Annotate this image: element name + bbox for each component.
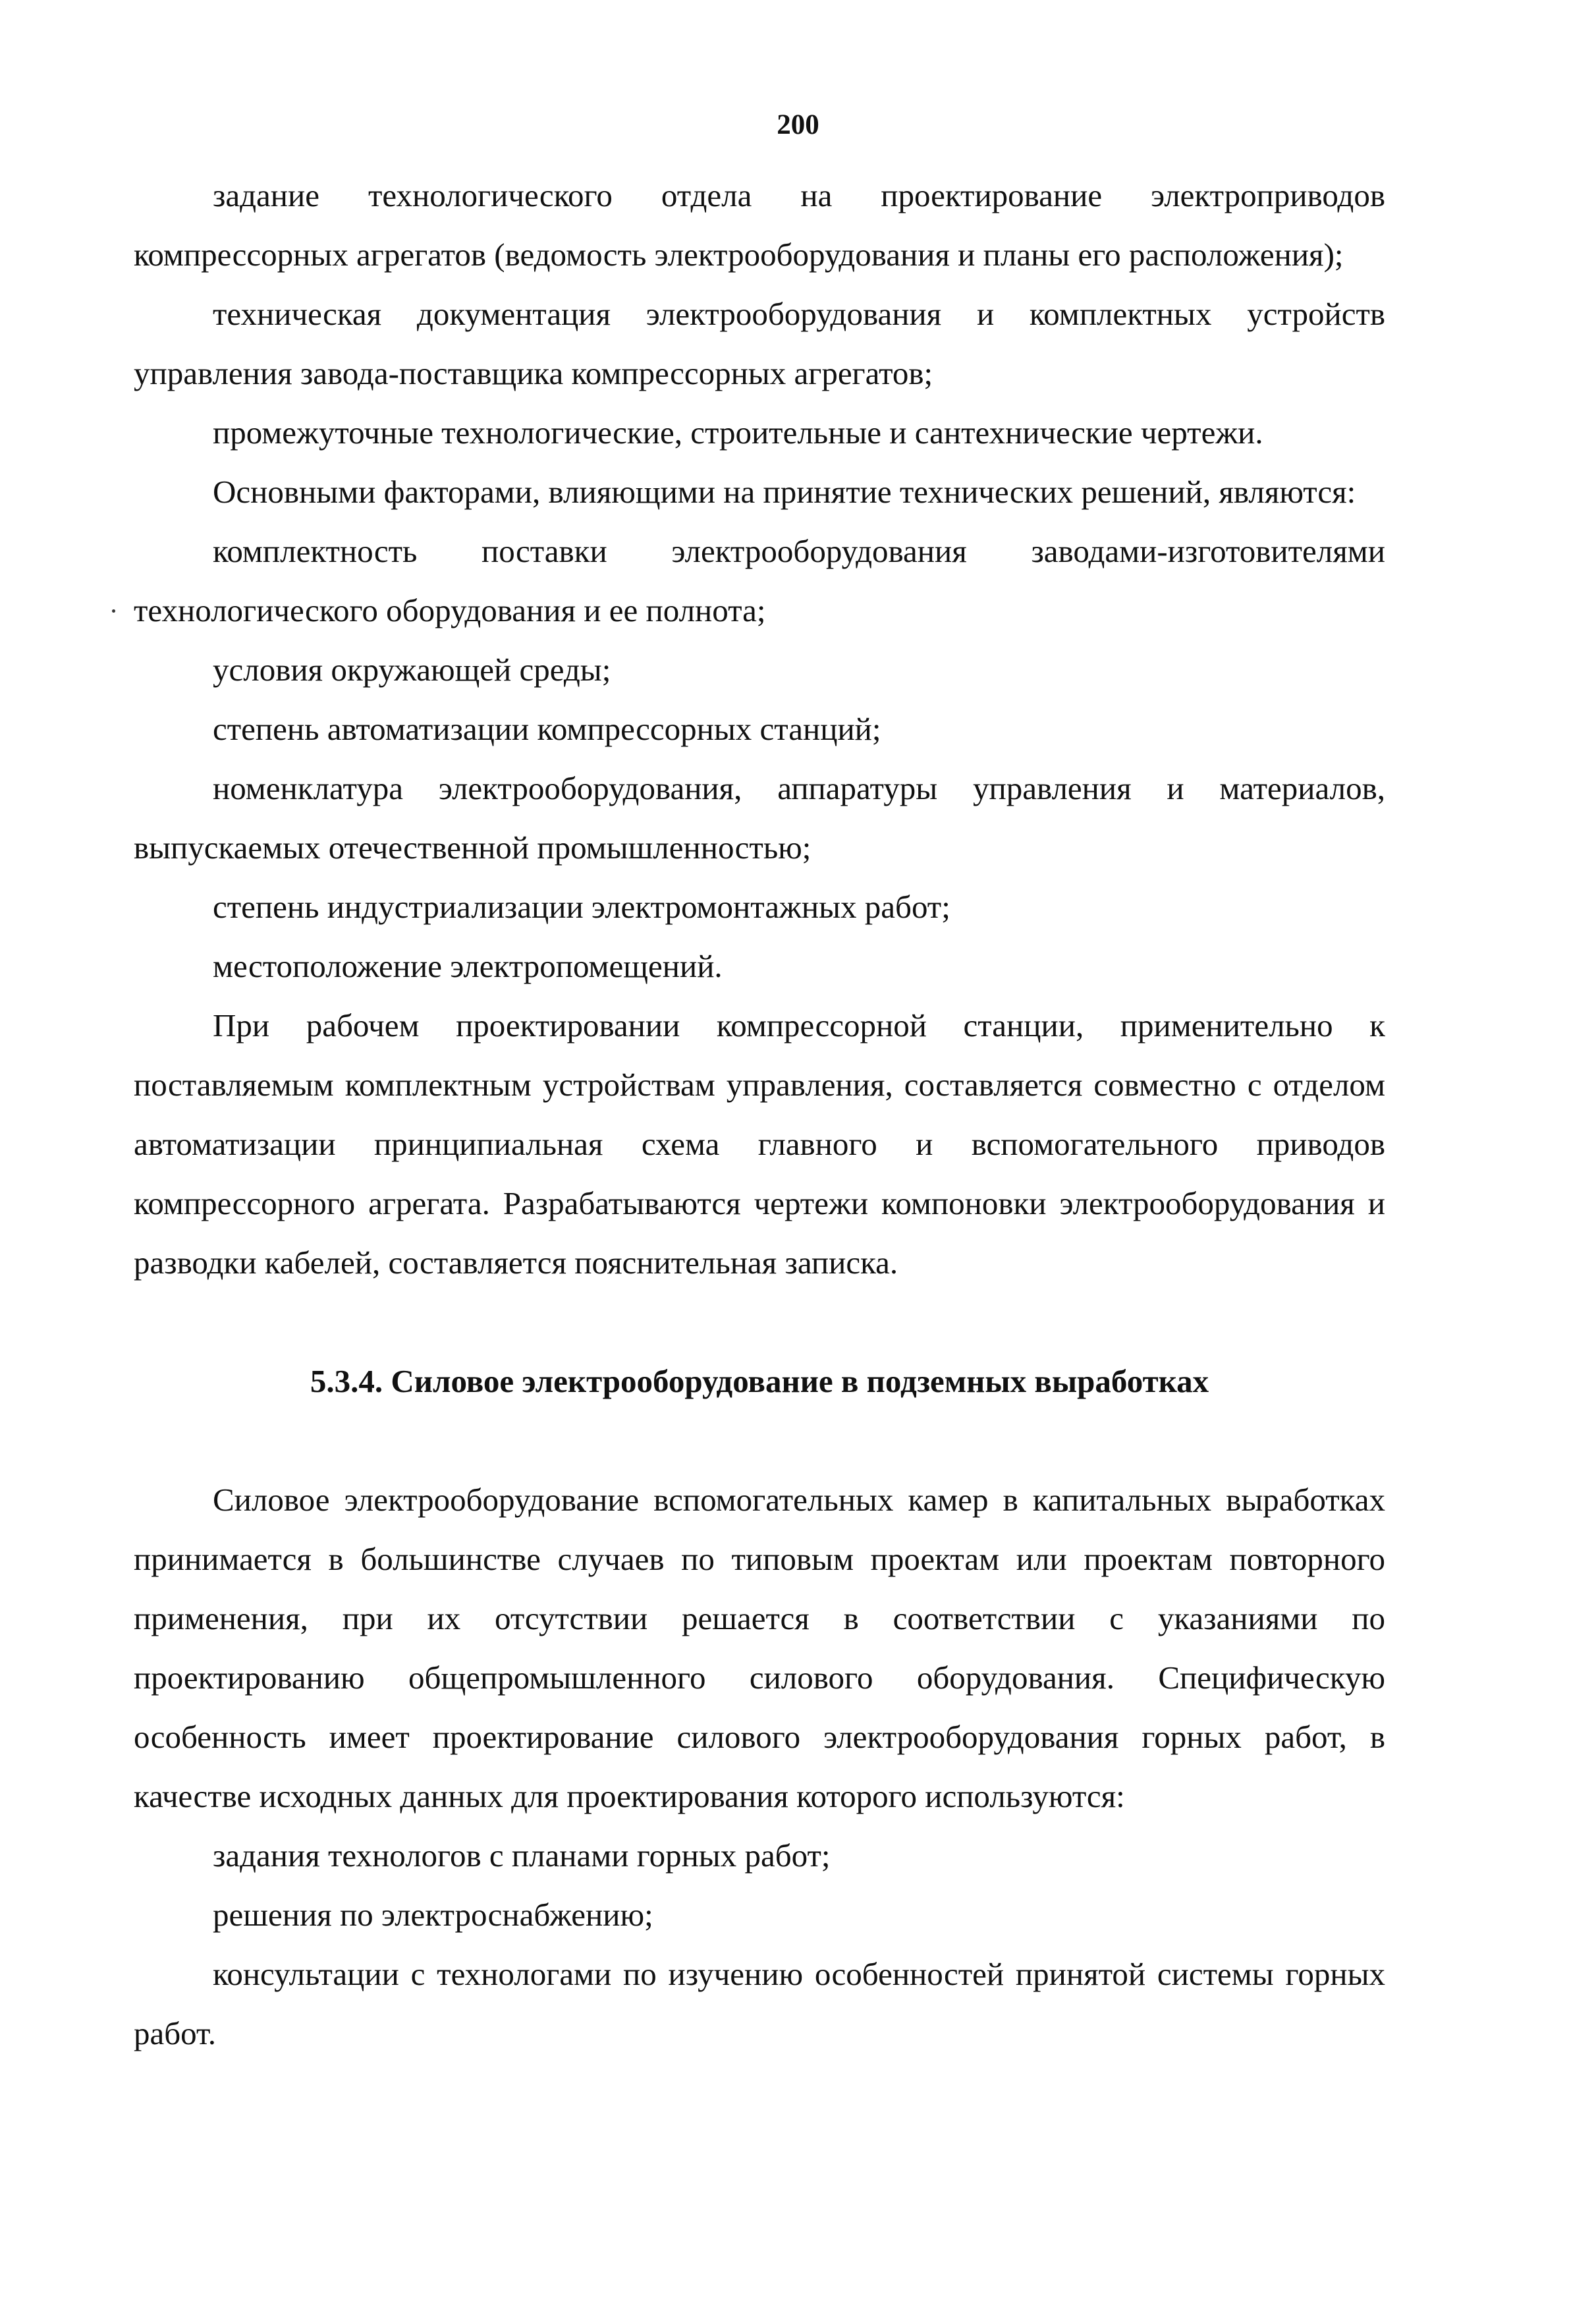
paragraph-industrialization-degree: степень индустриализации электромонтажных работ; (213, 889, 950, 925)
paragraph-environment-conditions: условия окружающей среды; (213, 652, 611, 688)
page-number: 200 (777, 109, 819, 140)
paragraph-technologist-tasks: задания технологов с планами горных работ; (213, 1837, 831, 1874)
paragraph-main-factors: Основными факторами, влияющими на принятие технических решений, являются: (213, 474, 1356, 510)
paragraph-tech-department-task: задание технологического отдела на проектирование электроприводов компрессорных агрегатов (ведомость электрооборудования и планы его расположения); (134, 177, 1385, 273)
stray-dot-mark (112, 609, 115, 613)
paragraph-power-supply-decisions: решения по электроснабжению; (213, 1897, 653, 1933)
paragraph-consultations: консультации с технологами по изучению особенностей принятой системы горных работ. (134, 1956, 1385, 2051)
paragraph-technical-documentation: техническая документация электрооборудования и комплектных устройств управления завода-поставщика компрессорных агрегатов; (134, 296, 1385, 391)
document-body (134, 166, 1385, 2063)
paragraph-working-design: При рабочем проектировании компрессорной станции, применительно к поставляемым комплектным устройствам управления, составляется совместно с отделом автоматизации принципиальная схема главного и вспомогательного приводов компрессорного агрегата. Разрабатываются чертежи компоновки электрооборудования и разводки кабелей, составляется пояснительная записка. (134, 1007, 1385, 1281)
paragraph-delivery-completeness: комплектность поставки электрооборудования заводами-изготовителями технологического оборудования и ее полнота; (134, 533, 1385, 628)
paragraph-automation-degree: степень автоматизации компрессорных станций; (213, 711, 881, 747)
paragraph-intermediate-drawings: промежуточные технологические, строительные и сантехнические чертежи. (213, 414, 1263, 451)
section-heading: 5.3.4. Силовое электрооборудование в подземных выработках (310, 1363, 1209, 1399)
paragraph-equipment-nomenclature: номенклатура электрооборудования, аппаратуры управления и материалов, выпускаемых отечественной промышленностью; (134, 770, 1385, 866)
paragraph-power-equipment-chambers: Силовое электрооборудование вспомогательных камер в капитальных выработках принимается в большинстве случаев по типовым проектам или проектам повторного применения, при их отсутствии решается в соответствии с указаниями по проектированию общепромышленного силового оборудования. Специфическую особенность имеет проектирование силового электрооборудования горных работ, в качестве исходных данных для проектирования которого используются: (134, 1482, 1385, 1814)
paragraph-premises-location: местоположение электропомещений. (213, 948, 723, 984)
